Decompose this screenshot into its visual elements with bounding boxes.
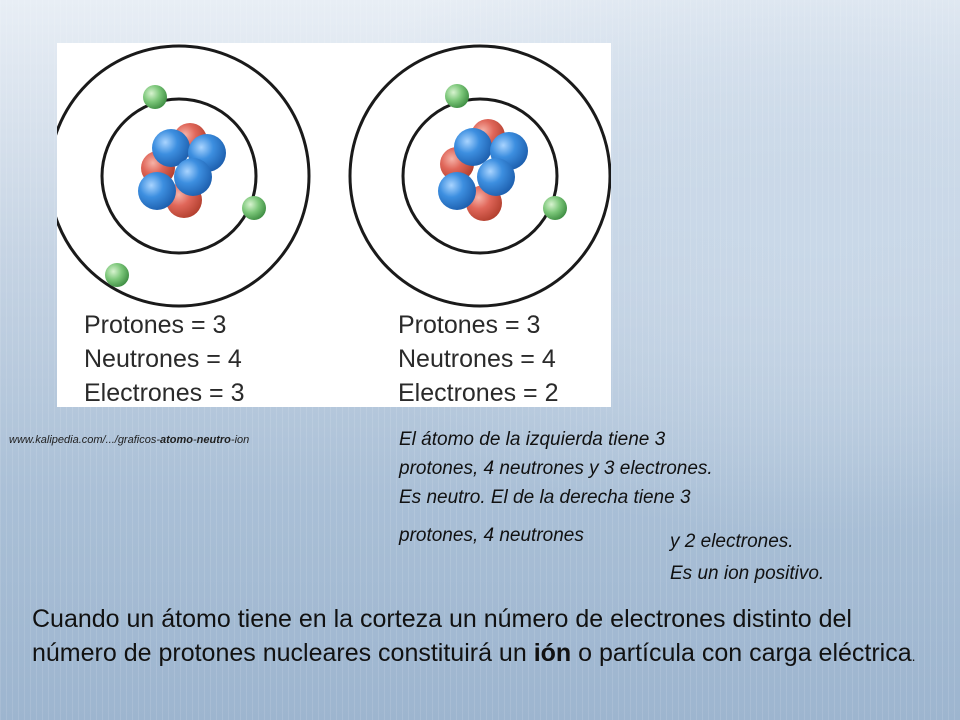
source-suffix: -ion (230, 434, 250, 446)
explanation-line-1: El átomo de la izquierda tiene 3 (399, 429, 666, 450)
neutron (438, 172, 476, 210)
nucleus (138, 123, 226, 218)
electron (445, 84, 469, 108)
left-atom (57, 46, 309, 306)
main-text-period: . (911, 648, 916, 664)
atom-diagram-panel (57, 43, 611, 407)
left-electrones-label: Electrones = 3 (84, 379, 245, 407)
source-link[interactable] (9, 434, 249, 446)
main-paragraph (32, 602, 932, 673)
neutron (454, 128, 492, 166)
main-text-part1: Cuando un átomo tiene en la corteza un número de electrones distinto del número de protones nucleares constituirá un (32, 605, 852, 667)
source-bold-neutro: neutro (196, 434, 231, 446)
explanation-line-2: protones, 4 neutrones y 3 electrones. (399, 458, 713, 479)
source-dash: - (193, 434, 197, 446)
explanation-line-5: y 2 electrones. (670, 531, 794, 552)
source-bold-atomo: atomo (160, 434, 193, 446)
right-electrones-label: Electrones = 2 (398, 379, 559, 407)
electron (242, 196, 266, 220)
explanation-line-6: Es un ion positivo. (670, 563, 825, 584)
right-atom (350, 46, 610, 306)
left-neutrones-label: Neutrones = 4 (84, 345, 242, 373)
nucleus (438, 119, 528, 221)
explanation-line-4: protones, 4 neutrones (399, 525, 584, 546)
main-text-ion: ión (533, 639, 572, 667)
electron (143, 85, 167, 109)
electron (105, 263, 129, 287)
right-neutrones-label: Neutrones = 4 (398, 345, 556, 373)
explanation-line-3: Es neutro. El de la derecha tiene 3 (399, 487, 691, 508)
source-prefix: www.kalipedia.com/.../graficos- (9, 434, 160, 446)
left-protones-label: Protones = 3 (84, 311, 227, 339)
right-protones-label: Protones = 3 (398, 311, 541, 339)
electron (543, 196, 567, 220)
neutron (477, 158, 515, 196)
neutron (138, 172, 176, 210)
main-text-part2: o partícula con carga eléctrica (571, 639, 912, 667)
neutron (174, 158, 212, 196)
